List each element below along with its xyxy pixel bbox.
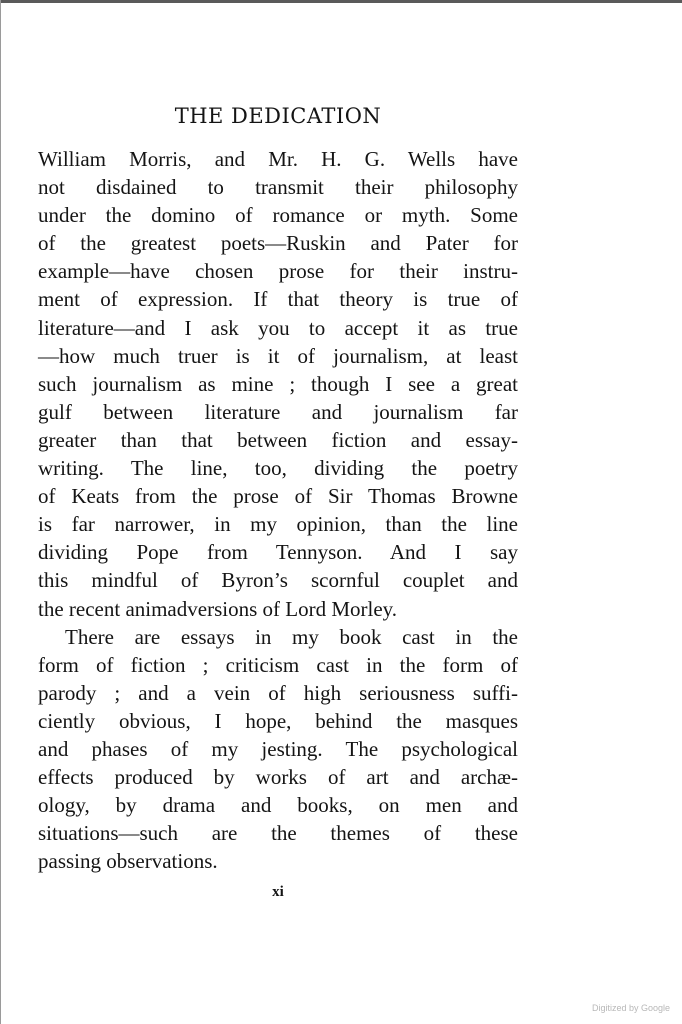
running-head: THE DEDICATION — [174, 104, 382, 128]
text-line: such journalism as mine ; though I see a great — [38, 371, 518, 396]
text-line: and phases of my jesting. The psychological — [38, 736, 518, 761]
text-line: situations—such are the themes of these — [38, 821, 518, 846]
text-line: parody ; and a vein of high seriousness suffi- — [38, 680, 518, 705]
text-line: greater than that between fiction and essay- — [38, 427, 518, 452]
digitization-watermark: Digitized by Google — [591, 1003, 670, 1013]
text-line: literature—and I ask you to accept it as true — [38, 315, 518, 340]
text-line: dividing Pope from Tennyson. And I say — [38, 540, 518, 565]
text-line: —how much truer is it of journalism, at least — [38, 343, 518, 368]
text-line: not disdained to transmit their philosophy — [38, 175, 518, 200]
left-border — [0, 0, 1, 1024]
text-line: gulf between literature and journalism far — [38, 399, 518, 424]
text-line: form of fiction ; criticism cast in the form of — [38, 652, 518, 677]
text-line: is far narrower, in my opinion, than the line — [38, 512, 518, 537]
text-line: this mindful of Byron’s scornful couplet and — [38, 568, 518, 593]
text-line: under the domino of romance or myth. Some — [38, 203, 518, 228]
text-line: There are essays in my book cast in the — [65, 624, 518, 649]
paragraph-2 — [38, 623, 518, 876]
text-line: effects produced by works of art and archæ- — [38, 765, 518, 790]
text-line: writing. The line, too, dividing the poetry — [38, 456, 518, 481]
text-line: ment of expression. If that theory is true of — [38, 287, 518, 312]
paragraph-1 — [38, 145, 518, 623]
text-line: ciently obvious, I hope, behind the masques — [38, 708, 518, 733]
body-text — [38, 145, 518, 875]
text-line: the recent animadversions of Lord Morley. — [38, 596, 398, 621]
text-line: of the greatest poets—Ruskin and Pater for — [38, 231, 518, 256]
text-line: of Keats from the prose of Sir Thomas Browne — [38, 484, 518, 509]
top-border — [0, 0, 682, 3]
page-number: xi — [272, 884, 284, 900]
text-line: ology, by drama and books, on men and — [38, 793, 518, 818]
text-line: William Morris, and Mr. H. G. Wells have — [38, 147, 518, 171]
text-line: passing observations. — [38, 849, 218, 874]
text-line: example—have chosen prose for their instru- — [38, 259, 518, 284]
